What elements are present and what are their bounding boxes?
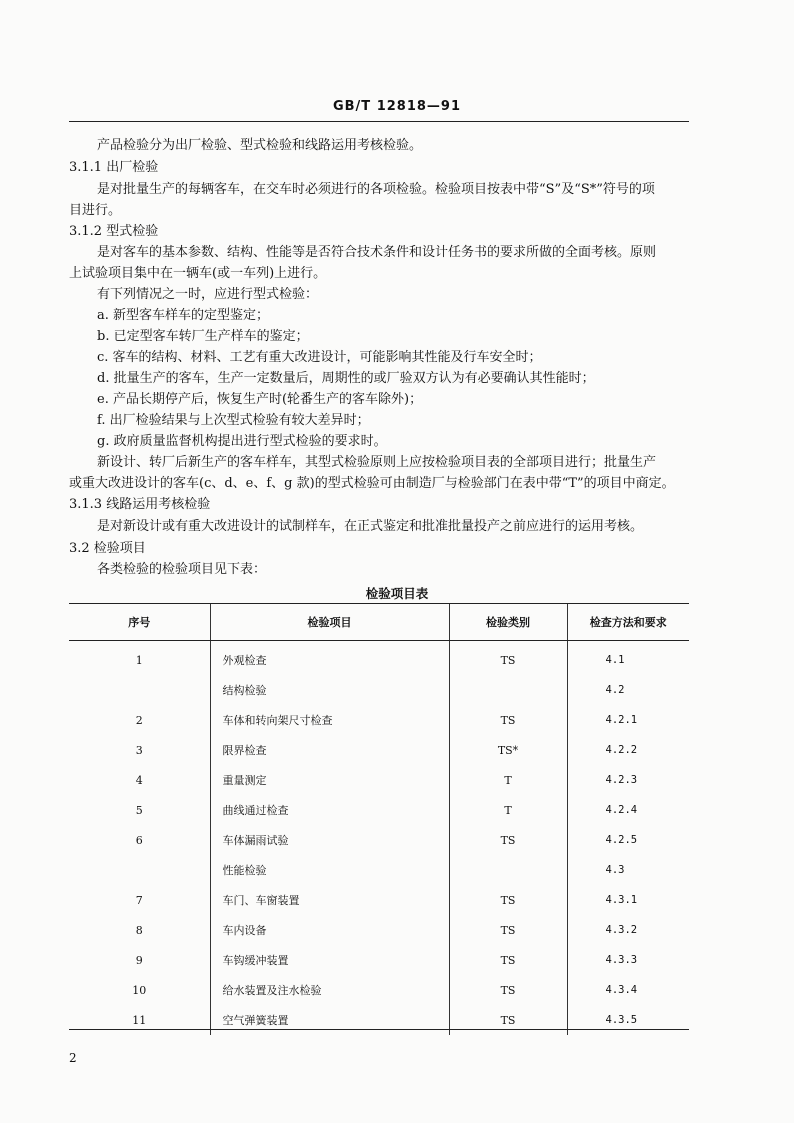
inspection-item-cell: 空气弹簧装置 bbox=[210, 1005, 449, 1035]
serial-no-cell: 3 bbox=[135, 743, 143, 757]
method-cell: 4.3.4 bbox=[567, 975, 689, 1005]
inspection-type-cell: T bbox=[449, 765, 567, 795]
table-row bbox=[69, 975, 689, 1005]
method-cell: 4.2.2 bbox=[567, 735, 689, 765]
serial-no-cell: 7 bbox=[135, 893, 143, 907]
body-line: g. 政府质量监督机构提出进行型式检验的要求时。 bbox=[97, 434, 387, 449]
table-bottom-rule bbox=[69, 1029, 689, 1030]
body-line: 有下列情况之一时，应进行型式检验： bbox=[97, 287, 319, 302]
method-cell: 4.3.3 bbox=[567, 945, 689, 975]
header-inspection-type: 检验类别 bbox=[449, 604, 567, 641]
body-line: d. 批量生产的客车，生产一定数量后，周期性的或厂验双方认为有必要确认其性能时； bbox=[97, 371, 595, 386]
body-line: e. 产品长期停产后，恢复生产时(轮番生产的客车除外)； bbox=[97, 392, 423, 407]
serial-no-cell bbox=[69, 855, 210, 885]
body-line: 是对批量生产的每辆客车，在交车时必须进行的各项检验。检验项目按表中带“S”及“S*”符号的项 bbox=[97, 182, 655, 197]
method-cell: 4.3 bbox=[567, 855, 689, 885]
table-row bbox=[69, 885, 689, 915]
table-row bbox=[69, 675, 689, 705]
method-cell: 4.2.1 bbox=[567, 705, 689, 735]
method-cell: 4.2.4 bbox=[567, 795, 689, 825]
table-row bbox=[69, 945, 689, 975]
header-method-requirement: 检查方法和要求 bbox=[567, 604, 689, 641]
table-row bbox=[69, 765, 689, 795]
body-line: 或重大改进设计的客车(c、d、e、f、g 款)的型式检验可由制造厂与检验部门在表中带“T”的项目中商定。 bbox=[69, 476, 675, 491]
table-header-row bbox=[69, 604, 689, 641]
method-cell: 4.2.5 bbox=[567, 825, 689, 855]
body-line: 3.1.2 型式检验 bbox=[69, 224, 159, 239]
body-line: 是对客车的基本参数、结构、性能等是否符合技术条件和设计任务书的要求所做的全面考核。原则 bbox=[97, 245, 657, 260]
serial-no-cell: 4 bbox=[135, 773, 143, 787]
table-row bbox=[69, 795, 689, 825]
serial-no-cell: 11 bbox=[132, 1013, 147, 1027]
inspection-type-cell: TS bbox=[449, 915, 567, 945]
body-line: 目进行。 bbox=[69, 203, 122, 218]
inspection-item-cell: 结构检验 bbox=[210, 675, 449, 705]
inspection-item-cell: 车门、车窗装置 bbox=[210, 885, 449, 915]
serial-no-cell bbox=[69, 675, 210, 705]
inspection-item-cell: 外观检查 bbox=[210, 641, 449, 676]
body-line: 3.1.3 线路运用考核检验 bbox=[69, 497, 211, 512]
inspection-type-cell: TS* bbox=[449, 735, 567, 765]
method-cell: 4.2.3 bbox=[567, 765, 689, 795]
serial-no-cell: 2 bbox=[135, 713, 143, 727]
inspection-type-cell: T bbox=[449, 795, 567, 825]
method-cell: 4.3.1 bbox=[567, 885, 689, 915]
method-cell: 4.3.5 bbox=[567, 1005, 689, 1035]
method-cell: 4.2 bbox=[567, 675, 689, 705]
body-line: 3.2 检验项目 bbox=[69, 541, 146, 556]
header-serial-no: 序号 bbox=[69, 604, 210, 641]
serial-no-cell: 5 bbox=[135, 803, 143, 817]
body-line: 产品检验分为出厂检验、型式检验和线路运用考核检验。 bbox=[97, 138, 423, 153]
table-row bbox=[69, 1005, 689, 1035]
inspection-item-cell: 重量测定 bbox=[210, 765, 449, 795]
inspection-item-cell: 曲线通过检查 bbox=[210, 795, 449, 825]
serial-no-cell: 1 bbox=[135, 653, 143, 667]
table-row bbox=[69, 915, 689, 945]
serial-no-cell: 6 bbox=[135, 833, 143, 847]
inspection-item-cell: 给水装置及注水检验 bbox=[210, 975, 449, 1005]
table-row bbox=[69, 735, 689, 765]
body-line: 新设计、转厂后新生产的客车样车，其型式检验原则上应按检验项目表的全部项目进行；批量生产 bbox=[97, 455, 657, 470]
body-line: 各类检验的检验项目见下表： bbox=[97, 562, 267, 577]
header-rule bbox=[69, 121, 689, 122]
inspection-type-cell: TS bbox=[449, 641, 567, 676]
standard-code-header: GB/T 12818—91 bbox=[332, 99, 462, 114]
body-line: b. 已定型客车转厂生产样车的鉴定； bbox=[97, 329, 309, 344]
inspection-items-table bbox=[69, 603, 689, 1035]
body-line: 上试验项目集中在一辆车(或一车列)上进行。 bbox=[69, 266, 327, 281]
inspection-type-cell bbox=[449, 855, 567, 885]
header-inspection-item: 检验项目 bbox=[210, 604, 449, 641]
body-line: f. 出厂检验结果与上次型式检验有较大差异时； bbox=[97, 413, 370, 428]
table-row bbox=[69, 705, 689, 735]
inspection-type-cell: TS bbox=[449, 1005, 567, 1035]
inspection-type-cell: TS bbox=[449, 705, 567, 735]
inspection-type-cell: TS bbox=[449, 945, 567, 975]
method-cell: 4.3.2 bbox=[567, 915, 689, 945]
serial-no-cell: 9 bbox=[135, 953, 143, 967]
inspection-type-cell: TS bbox=[449, 825, 567, 855]
body-line: a. 新型客车样车的定型鉴定； bbox=[97, 308, 270, 323]
serial-no-cell: 10 bbox=[132, 983, 147, 997]
table-row bbox=[69, 855, 689, 885]
body-line: c. 客车的结构、材料、工艺有重大改进设计，可能影响其性能及行车安全时； bbox=[97, 350, 542, 365]
inspection-item-cell: 车体和转向架尺寸检查 bbox=[210, 705, 449, 735]
inspection-item-cell: 车体漏雨试验 bbox=[210, 825, 449, 855]
inspection-item-cell: 性能检验 bbox=[210, 855, 449, 885]
inspection-type-cell: TS bbox=[449, 975, 567, 1005]
inspection-item-cell: 车内设备 bbox=[210, 915, 449, 945]
inspection-item-cell: 车钩缓冲装置 bbox=[210, 945, 449, 975]
page-number: 2 bbox=[69, 1051, 77, 1065]
serial-no-cell: 8 bbox=[135, 923, 143, 937]
body-line: 3.1.1 出厂检验 bbox=[69, 160, 159, 175]
body-line: 是对新设计或有重大改进设计的试制样车，在正式鉴定和批准批量投产之前应进行的运用考核。 bbox=[97, 519, 644, 534]
inspection-type-cell: TS bbox=[449, 885, 567, 915]
method-cell: 4.1 bbox=[567, 641, 689, 676]
inspection-item-cell: 限界检查 bbox=[210, 735, 449, 765]
inspection-type-cell bbox=[449, 675, 567, 705]
table-row bbox=[69, 641, 689, 676]
table-caption: 检验项目表 bbox=[365, 586, 429, 601]
table-row bbox=[69, 825, 689, 855]
